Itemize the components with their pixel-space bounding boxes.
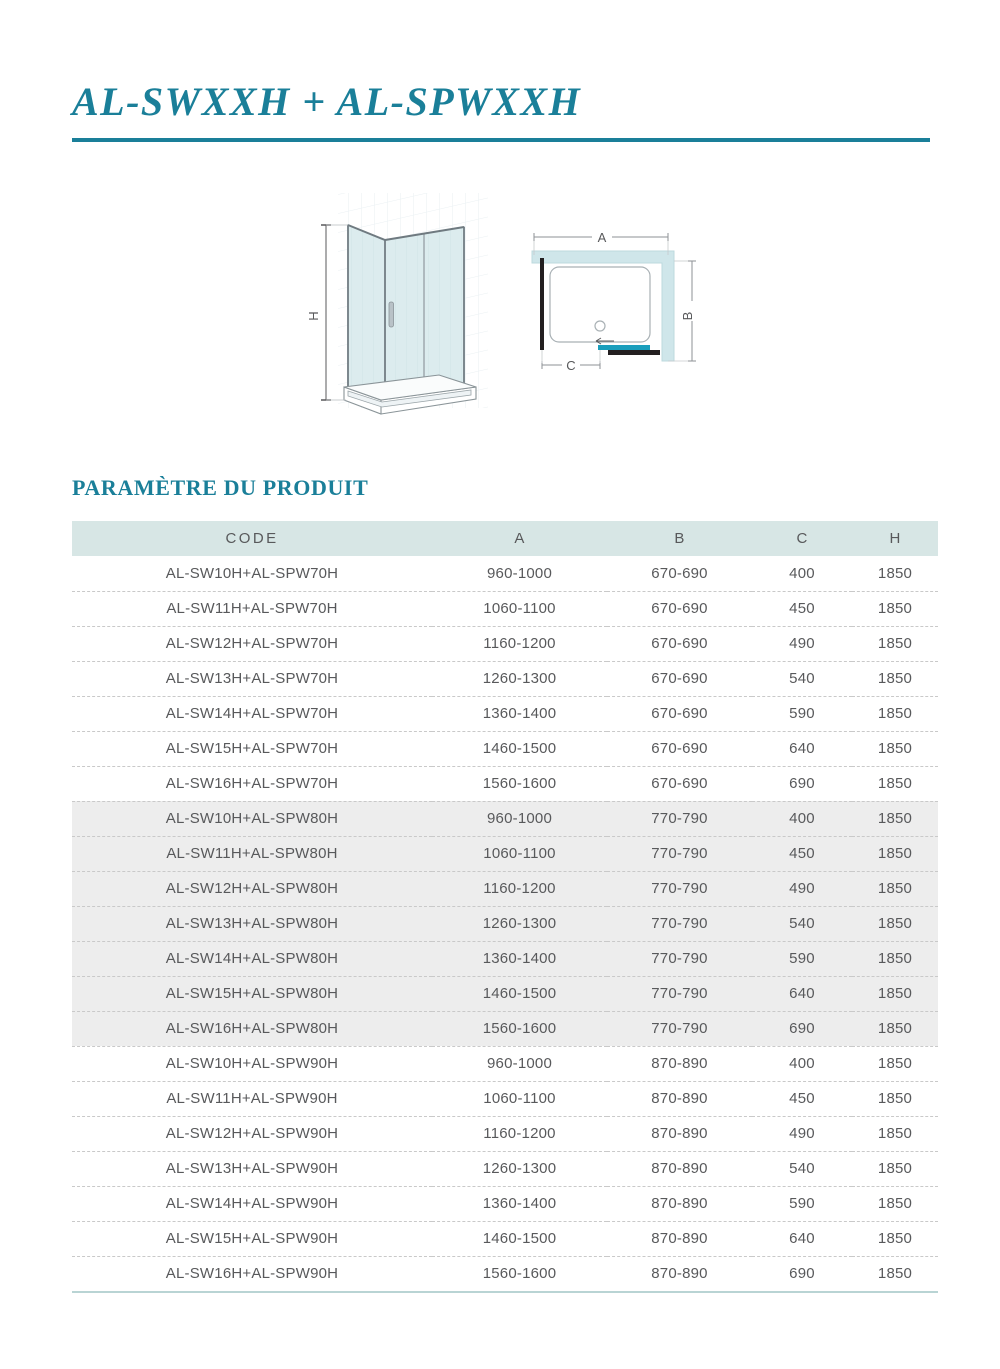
- dimension-label-h: H: [306, 311, 321, 321]
- cell-a: 1260-1300: [432, 1151, 607, 1186]
- product-parameter-table-container: [72, 521, 938, 1293]
- cell-c: 690: [752, 1011, 852, 1046]
- table-row: [72, 941, 938, 976]
- cell-h: 1850: [852, 941, 938, 976]
- cell-h: 1850: [852, 591, 938, 626]
- page-title: AL-SWXXH + AL-SPWXXH: [72, 79, 582, 124]
- cell-b: 770-790: [607, 1011, 752, 1046]
- cell-code: AL-SW13H+AL-SPW90H: [72, 1151, 432, 1186]
- dimension-label-a: A: [597, 230, 607, 245]
- cell-b: 770-790: [607, 906, 752, 941]
- cell-c: 590: [752, 941, 852, 976]
- cell-h: 1850: [852, 801, 938, 836]
- cell-b: 770-790: [607, 871, 752, 906]
- cell-code: AL-SW10H+AL-SPW70H: [72, 556, 432, 591]
- table-bottom-divider: [72, 1291, 938, 1293]
- cell-c: 400: [752, 556, 852, 591]
- cell-b: 670-690: [607, 626, 752, 661]
- cell-b: 670-690: [607, 766, 752, 801]
- table-row: [72, 766, 938, 801]
- table-row: [72, 731, 938, 766]
- cell-h: 1850: [852, 766, 938, 801]
- cell-a: 1260-1300: [432, 906, 607, 941]
- table-row: [72, 906, 938, 941]
- cell-h: 1850: [852, 906, 938, 941]
- cell-a: 1060-1100: [432, 836, 607, 871]
- cell-a: 1360-1400: [432, 696, 607, 731]
- cell-a: 960-1000: [432, 556, 607, 591]
- column-header-a: A: [432, 521, 607, 556]
- cell-c: 640: [752, 1221, 852, 1256]
- cell-code: AL-SW10H+AL-SPW90H: [72, 1046, 432, 1081]
- cell-a: 960-1000: [432, 801, 607, 836]
- column-header-b: B: [607, 521, 752, 556]
- cell-code: AL-SW13H+AL-SPW70H: [72, 661, 432, 696]
- cell-b: 770-790: [607, 801, 752, 836]
- cell-b: 670-690: [607, 696, 752, 731]
- cell-code: AL-SW11H+AL-SPW80H: [72, 836, 432, 871]
- column-header-c: C: [752, 521, 852, 556]
- cell-h: 1850: [852, 1186, 938, 1221]
- cell-a: 1160-1200: [432, 871, 607, 906]
- cell-b: 670-690: [607, 661, 752, 696]
- dimension-label-c: C: [566, 358, 576, 373]
- table-header: [72, 521, 938, 556]
- cell-b: 670-690: [607, 556, 752, 591]
- cell-h: 1850: [852, 731, 938, 766]
- cell-b: 870-890: [607, 1186, 752, 1221]
- cell-c: 400: [752, 801, 852, 836]
- cell-b: 770-790: [607, 976, 752, 1011]
- product-parameter-table: [72, 521, 938, 1291]
- cell-c: 690: [789, 1265, 815, 1283]
- cell-h: 1850: [852, 1151, 938, 1186]
- cell-c: 590: [752, 1186, 852, 1221]
- cell-a: 1460-1500: [432, 976, 607, 1011]
- table-row: [72, 801, 938, 836]
- cell-b: 670-690: [607, 731, 752, 766]
- cell-a: 1460-1500: [432, 731, 607, 766]
- table-row: [72, 661, 938, 696]
- shower-enclosure-plan-view: [516, 221, 716, 381]
- table-row: [72, 591, 938, 626]
- cell-a: 1460-1500: [432, 1221, 607, 1256]
- cell-a: 1060-1100: [432, 591, 607, 626]
- table-row: [72, 1256, 938, 1291]
- cell-h: 1850: [852, 626, 938, 661]
- cell-code: AL-SW12H+AL-SPW70H: [72, 626, 432, 661]
- cell-c: 540: [752, 661, 852, 696]
- cell-b: 870-890: [607, 1221, 752, 1256]
- table-row: [72, 1221, 938, 1256]
- cell-code: AL-SW13H+AL-SPW80H: [72, 906, 432, 941]
- table-row: [72, 1186, 938, 1221]
- cell-code: AL-SW14H+AL-SPW90H: [72, 1186, 432, 1221]
- cell-code: AL-SW14H+AL-SPW70H: [72, 696, 432, 731]
- title-divider: [72, 138, 930, 142]
- cell-code: AL-SW14H+AL-SPW80H: [72, 941, 432, 976]
- cell-h: 1850: [852, 871, 938, 906]
- cell-a: 1160-1200: [432, 626, 607, 661]
- cell-code: AL-SW15H+AL-SPW80H: [72, 976, 432, 1011]
- cell-a: 1360-1400: [432, 1186, 607, 1221]
- cell-h: 1850: [852, 976, 938, 1011]
- table-row: [72, 1081, 938, 1116]
- cell-h: 1850: [852, 1046, 938, 1081]
- page-header: [72, 80, 930, 142]
- table-row: [72, 1151, 938, 1186]
- cell-b: 870-890: [651, 1265, 708, 1283]
- cell-code: AL-SW11H+AL-SPW90H: [72, 1081, 432, 1116]
- cell-c: 490: [752, 871, 852, 906]
- table-row: [72, 1011, 938, 1046]
- cell-code: AL-SW16H+AL-SPW90H: [165, 1265, 339, 1283]
- cell-h: 1850: [852, 1081, 938, 1116]
- cell-c: 450: [752, 591, 852, 626]
- cell-b: 770-790: [607, 836, 752, 871]
- cell-code: AL-SW16H+AL-SPW70H: [72, 766, 432, 801]
- cell-code: AL-SW16H+AL-SPW80H: [72, 1011, 432, 1046]
- table-row: [72, 976, 938, 1011]
- cell-a: 960-1000: [432, 1046, 607, 1081]
- table-row: [72, 1046, 938, 1081]
- cell-b: 870-890: [607, 1081, 752, 1116]
- cell-c: 450: [752, 836, 852, 871]
- cell-b: 670-690: [607, 591, 752, 626]
- cell-code: AL-SW11H+AL-SPW70H: [72, 591, 432, 626]
- dimension-label-b: B: [680, 311, 695, 321]
- shower-enclosure-isometric-view: [296, 185, 536, 435]
- table-row: [72, 1116, 938, 1151]
- table-row: [72, 836, 938, 871]
- cell-a: 1560-1600: [432, 766, 607, 801]
- cell-h: 1850: [852, 556, 938, 591]
- cell-h: 1850: [852, 1116, 938, 1151]
- cell-c: 450: [752, 1081, 852, 1116]
- table-row: [72, 556, 938, 591]
- cell-c: 490: [752, 626, 852, 661]
- cell-c: 590: [752, 696, 852, 731]
- cell-code: AL-SW12H+AL-SPW90H: [72, 1116, 432, 1151]
- cell-c: 490: [752, 1116, 852, 1151]
- cell-h: 1850: [877, 1265, 913, 1283]
- cell-a: 1360-1400: [432, 941, 607, 976]
- cell-a: 1560-1600: [482, 1265, 557, 1283]
- cell-b: 870-890: [607, 1046, 752, 1081]
- section-title-product-parameters: PARAMÈTRE DU PRODUIT: [72, 475, 369, 500]
- cell-c: 640: [752, 731, 852, 766]
- cell-a: 1560-1600: [432, 1011, 607, 1046]
- cell-h: 1850: [852, 1011, 938, 1046]
- column-header-code: CODE: [72, 521, 432, 556]
- table-row: [72, 871, 938, 906]
- cell-h: 1850: [852, 661, 938, 696]
- cell-a: 1260-1300: [432, 661, 607, 696]
- cell-code: AL-SW10H+AL-SPW80H: [72, 801, 432, 836]
- column-header-h: H: [852, 521, 938, 556]
- table-header-row: [72, 521, 938, 556]
- product-diagrams: [0, 185, 1000, 450]
- cell-c: 640: [752, 976, 852, 1011]
- cell-c: 540: [752, 1151, 852, 1186]
- cell-h: 1850: [852, 696, 938, 731]
- cell-a: 1060-1100: [432, 1081, 607, 1116]
- cell-code: AL-SW15H+AL-SPW70H: [72, 731, 432, 766]
- cell-code: AL-SW15H+AL-SPW90H: [72, 1221, 432, 1256]
- cell-a: 1160-1200: [432, 1116, 607, 1151]
- cell-b: 870-890: [607, 1151, 752, 1186]
- cell-h: 1850: [852, 836, 938, 871]
- cell-code: AL-SW12H+AL-SPW80H: [72, 871, 432, 906]
- table-row: [72, 626, 938, 661]
- cell-h: 1850: [852, 1221, 938, 1256]
- cell-c: 690: [752, 766, 852, 801]
- cell-c: 540: [752, 906, 852, 941]
- cell-b: 870-890: [607, 1116, 752, 1151]
- table-body: [72, 556, 938, 1291]
- cell-c: 400: [752, 1046, 852, 1081]
- table-row: [72, 696, 938, 731]
- cell-b: 770-790: [607, 941, 752, 976]
